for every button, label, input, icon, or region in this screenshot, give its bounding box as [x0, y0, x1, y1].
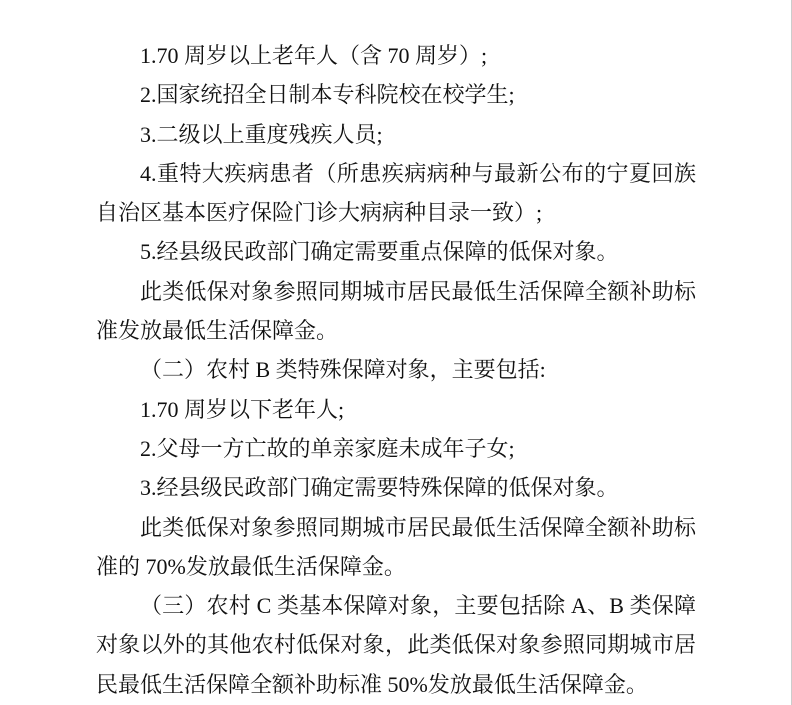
paragraph-item-5: 5.经县级民政部门确定需要重点保障的低保对象。 [140, 239, 619, 265]
paragraph-benefit-note-a: 此类低保对象参照同期城市居民最低生活保障全额补助标准发放最低生活保障金。 [96, 278, 696, 344]
paragraph-section-3: （三）农村 C 类基本保障对象，主要包括除 A、B 类保障对象以外的其他农村低保对象，此类低保对象参照同期城市居民最低生活保障全额补助标准 50%发放最低生活保障金。 [96, 593, 696, 697]
paragraph-section-2-item-1: 1.70 周岁以下老年人; [140, 396, 345, 422]
paragraph-item-4: 4.重特大疾病患者（所患疾病病种与最新公布的宁夏回族自治区基本医疗保险门诊大病病种目录一致）; [96, 160, 696, 226]
paragraph-item-1: 1.70 周岁以上老年人（含 70 周岁）; [140, 43, 488, 68]
paragraph-item-2: 2.国家统招全日制本专科院校在校学生; [140, 82, 515, 108]
paragraph-section-2-item-2: 2.父母一方亡故的单亲家庭未成年子女; [140, 435, 515, 461]
paragraph-section-2-item-3: 3.经县级民政部门确定需要特殊保障的低保对象。 [140, 475, 619, 501]
paragraph-benefit-note-b: 此类低保对象参照同期城市居民最低生活保障全额补助标准的 70%发放最低生活保障金。 [96, 514, 696, 579]
paragraph-section-2-heading: （二）农村 B 类特殊保障对象，主要包括: [140, 357, 546, 383]
paragraph-item-3: 3.二级以上重度残疾人员; [140, 121, 383, 147]
